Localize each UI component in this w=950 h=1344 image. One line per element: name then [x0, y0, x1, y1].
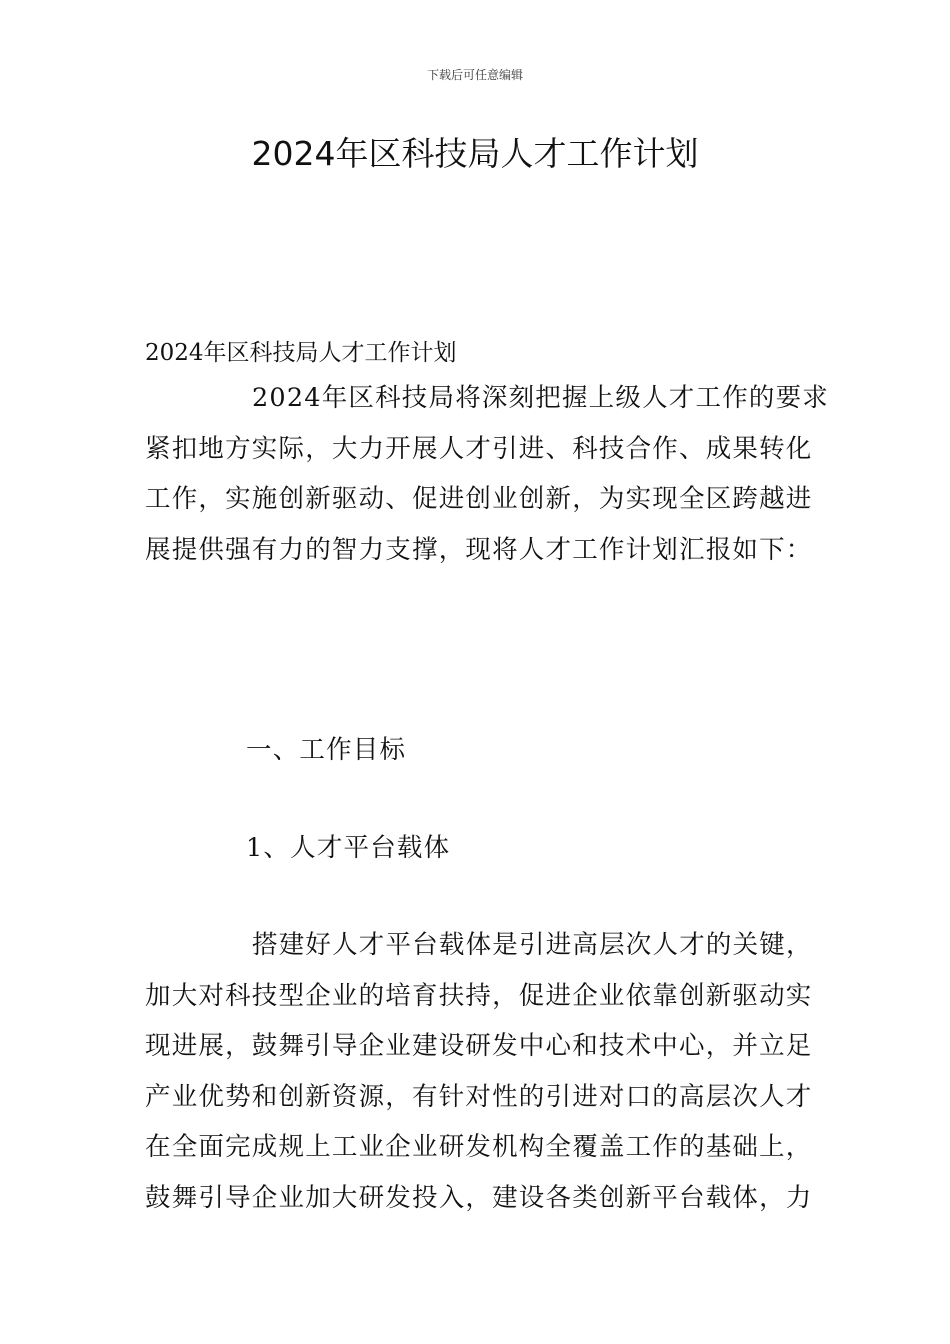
platform-line: 现进展，鼓舞引导企业建设研发中心和技术中心，并立足 [145, 1031, 813, 1061]
intro-paragraph [145, 373, 829, 575]
platform-line: 鼓舞引导企业加大研发投入，建设各类创新平台载体，力 [145, 1182, 813, 1213]
document-subtitle: 2024年区科技局人才工作计划 [145, 340, 457, 366]
intro-line: 紧扣地方实际，大力开展人才引进、科技合作、成果转化 [145, 433, 813, 464]
subsection-heading-platform: 1、人才平台载体 [246, 833, 451, 863]
intro-line: 展提供强有力的智力支撑，现将人才工作计划汇报如下： [145, 534, 813, 565]
platform-line: 加大对科技型企业的培育扶持，促进企业依靠创新驱动实 [145, 980, 813, 1011]
intro-line: 工作，实施创新驱动、促进创业创新，为实现全区跨越进 [145, 484, 813, 514]
document-title: 2024年区科技局人才工作计划 [251, 134, 699, 173]
intro-line: 2024年区科技局将深刻把握上级人才工作的要求 [252, 383, 829, 413]
platform-paragraph [145, 920, 813, 1223]
platform-line: 在全面完成规上工业企业研发机构全覆盖工作的基础上， [145, 1132, 813, 1162]
platform-line: 产业优势和创新资源，有针对性的引进对口的高层次人才 [145, 1081, 813, 1112]
header-note: 下载后可任意编辑 [426, 68, 523, 82]
section-heading-goals: 一、工作目标 [246, 735, 407, 765]
platform-line: 搭建好人才平台载体是引进高层次人才的关键， [252, 930, 813, 960]
